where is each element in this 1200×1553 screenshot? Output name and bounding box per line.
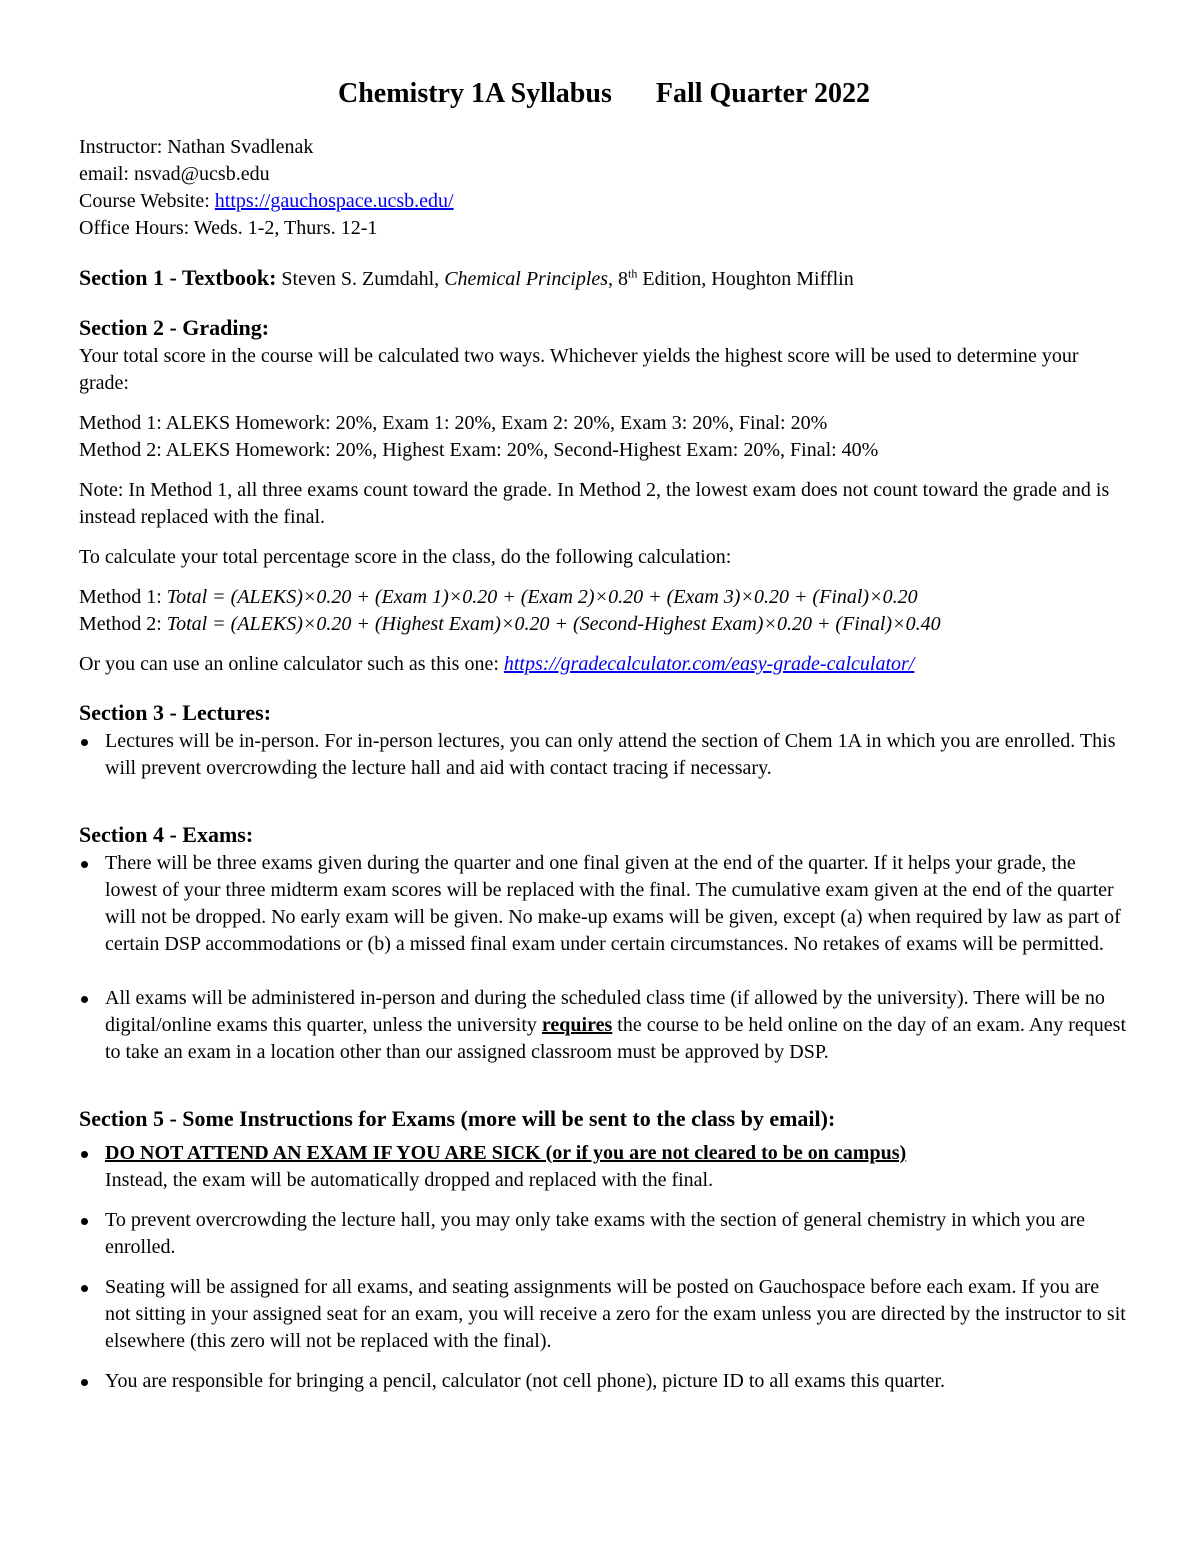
formula-method-2: [79, 611, 1129, 638]
calculator-text: Or you can use an online calculator such as this one:: [79, 653, 504, 675]
lectures-list: [79, 728, 1129, 782]
section-1-heading: Section 1 - Textbook:: [79, 265, 277, 290]
calculator-link[interactable]: https://gradecalculator.com/easy-grade-calculator/: [503, 653, 915, 675]
exams-bullet-2-emphasis: requires: [541, 1014, 613, 1036]
section-5-instructions: [79, 1104, 1129, 1395]
sick-warning: DO NOT ATTEND AN EXAM IF YOU ARE SICK (or if you are not cleared to be on campus): [105, 1142, 907, 1164]
page-title: [79, 74, 1129, 114]
list-item: You are responsible for bringing a pencil, calculator (not cell phone), picture ID to all exams this quarter.: [79, 1368, 1129, 1395]
syllabus-page: [79, 74, 1129, 1395]
instructor-name: Instructor: Nathan Svadlenak: [79, 136, 314, 158]
exams-list: [79, 850, 1129, 1066]
office-hours: Office Hours: Weds. 1-2, Thurs. 12-1: [79, 217, 378, 239]
textbook-author: Steven S. Zumdahl,: [276, 268, 445, 290]
grading-method-2: Method 2: ALEKS Homework: 20%, Highest Exam: 20%, Second-Highest Exam: 20%, Final: 40%: [79, 439, 879, 461]
section-2-grading: [79, 313, 1129, 678]
grading-method-1: Method 1: ALEKS Homework: 20%, Exam 1: 20%, Exam 2: 20%, Exam 3: 20%, Final: 20%: [79, 412, 828, 434]
exams-bullet-2-part-c: the course to be held online on the day of an exam. Any request to take an exam in a location other than our assigned classroom must be approved by DSP.: [105, 1014, 1127, 1063]
instructions-list: [79, 1140, 1129, 1395]
instructor-info: [79, 134, 1129, 242]
course-website: [79, 188, 1129, 215]
textbook-edition-num: , 8: [608, 268, 629, 290]
course-website-link[interactable]: https://gauchospace.ucsb.edu/: [214, 190, 454, 212]
formula-2-expression: Total = (ALEKS)×0.20 + (Highest Exam)×0.20 + (Second-Highest Exam)×0.20 + (Final)×0.40: [166, 613, 941, 635]
list-item: [79, 1140, 1129, 1194]
formula-2-label: Method 2:: [79, 613, 167, 635]
section-1-textbook: [79, 263, 1129, 293]
formula-1-expression: Total = (ALEKS)×0.20 + (Exam 1)×0.20 + (Exam 2)×0.20 + (Exam 3)×0.20 + (Final)×0.20: [166, 586, 918, 608]
formula-1-label: Method 1:: [79, 586, 167, 608]
formula-method-1: [79, 584, 1129, 611]
grading-intro: Your total score in the course will be calculated two ways. Whichever yields the highest score will be used to determine your grade:: [79, 345, 1079, 394]
list-item: Seating will be assigned for all exams, and seating assignments will be posted on Gauchospace before each exam. If you are not sitting in your assigned seat for an exam, you will receive a zero for the exam unless you are directed by the instructor to sit elsewhere (this zero will not be replaced with the final).: [79, 1274, 1129, 1355]
title-term: Fall Quarter 2022: [655, 78, 870, 109]
exams-bullet-2-part-a: All exams will be administered in-person and during the scheduled class time (if allowed by the university). There will be no digital/online exams this quarter, unless the university: [105, 987, 1105, 1036]
section-3-lectures: [79, 698, 1129, 782]
calculator-line: [79, 651, 1129, 678]
textbook-title: Chemical Principles: [444, 268, 609, 290]
list-item: Lectures will be in-person. For in-person lectures, you can only attend the section of Chem 1A in which you are enrolled. This will prevent overcrowding the lecture hall and aid with contact tracing if necessary.: [79, 728, 1129, 782]
title-course: Chemistry 1A Syllabus: [338, 78, 612, 109]
grading-note: Note: In Method 1, all three exams count toward the grade. In Method 2, the lowest exam does not count toward the grade and is instead replaced with the final.: [79, 479, 1110, 528]
sick-warning-detail: Instead, the exam will be automatically dropped and replaced with the final.: [105, 1169, 714, 1191]
section-4-heading: Section 4 - Exams:: [79, 822, 254, 847]
list-item: To prevent overcrowding the lecture hall, you may only take exams with the section of general chemistry in which you are enrolled.: [79, 1207, 1129, 1261]
section-2-heading: Section 2 - Grading:: [79, 315, 270, 340]
textbook-edition-sup: th: [628, 266, 638, 281]
instructor-email: email: nsvad@ucsb.edu: [79, 163, 270, 185]
section-4-exams: [79, 820, 1129, 1066]
calculation-intro: To calculate your total percentage score in the class, do the following calculation:: [79, 546, 732, 568]
list-item: [79, 985, 1129, 1066]
list-item: There will be three exams given during the quarter and one final given at the end of the quarter. If it helps your grade, the lowest of your three midterm exam scores will be replaced with the final. The cumulative exam given at the end of the quarter will not be dropped. No early exam will be given. No make-up exams will be given, except (a) when required by law as part of certain DSP accommodations or (b) a missed final exam under certain circumstances. No retakes of exams will be permitted.: [79, 850, 1129, 958]
section-3-heading: Section 3 - Lectures:: [79, 700, 272, 725]
section-5-heading: Section 5 - Some Instructions for Exams (more will be sent to the class by email):: [79, 1106, 836, 1131]
textbook-publisher: Edition, Houghton Mifflin: [637, 268, 854, 290]
course-website-label: Course Website:: [79, 190, 215, 212]
